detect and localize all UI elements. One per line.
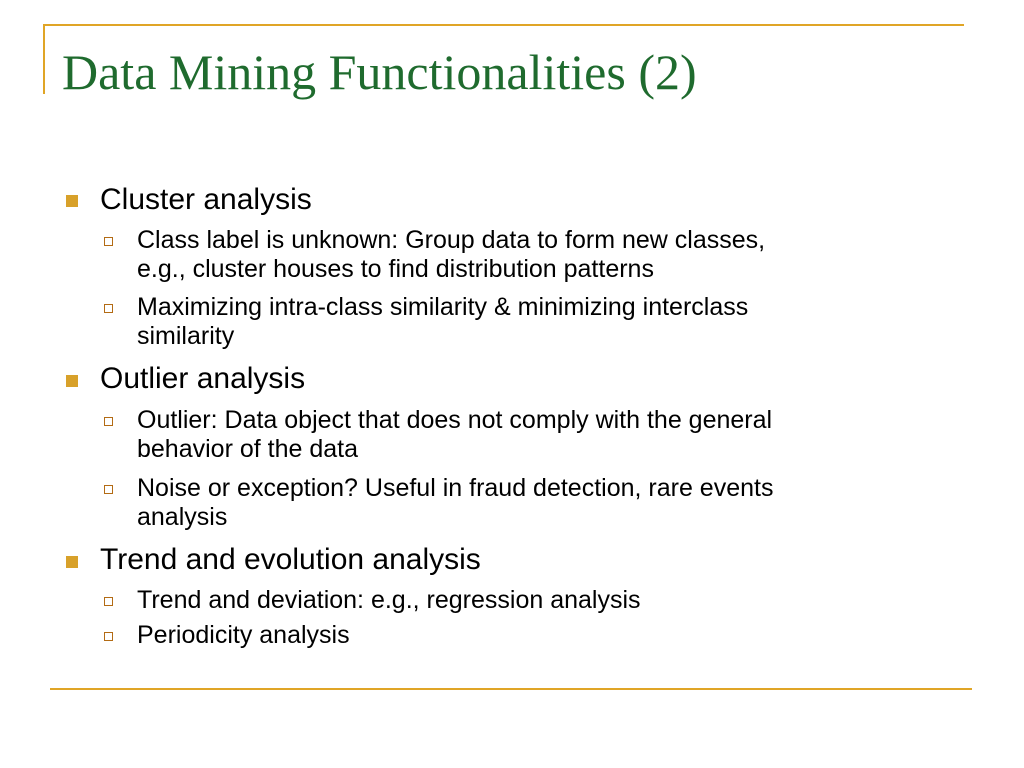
point-trend-1: Trend and deviation: e.g., regression analysis (137, 586, 641, 614)
point-cluster-2-line-2: similarity (137, 322, 235, 350)
point-outlier-2-line-2: analysis (137, 503, 228, 531)
point-cluster-1-line-1: Class label is unknown: Group data to form new classes, (137, 226, 766, 254)
section-heading-cluster-analysis: Cluster analysis (100, 183, 312, 216)
section-heading-outlier-analysis: Outlier analysis (100, 362, 306, 395)
bottom-accent-rule (50, 688, 972, 690)
hollow-square-icon (104, 632, 113, 641)
point-outlier-1-line-1: Outlier: Data object that does not comply with the general (137, 406, 773, 434)
hollow-square-icon (104, 237, 113, 246)
hollow-square-icon (104, 485, 113, 494)
section-heading-trend-analysis: Trend and evolution analysis (100, 543, 481, 576)
hollow-square-icon (104, 597, 113, 606)
slide-title: Data Mining Functionalities (2) (62, 44, 697, 100)
hollow-square-icon (104, 304, 113, 313)
filled-square-icon (66, 556, 78, 568)
filled-square-icon (66, 375, 78, 387)
point-cluster-2-line-1: Maximizing intra-class similarity & minimizing interclass (137, 293, 749, 321)
point-trend-2: Periodicity analysis (137, 621, 350, 649)
point-outlier-2-line-1: Noise or exception? Useful in fraud detection, rare events (137, 474, 774, 502)
filled-square-icon (66, 195, 78, 207)
hollow-square-icon (104, 417, 113, 426)
point-cluster-1-line-2: e.g., cluster houses to find distribution patterns (137, 255, 654, 283)
point-outlier-1-line-2: behavior of the data (137, 435, 358, 463)
